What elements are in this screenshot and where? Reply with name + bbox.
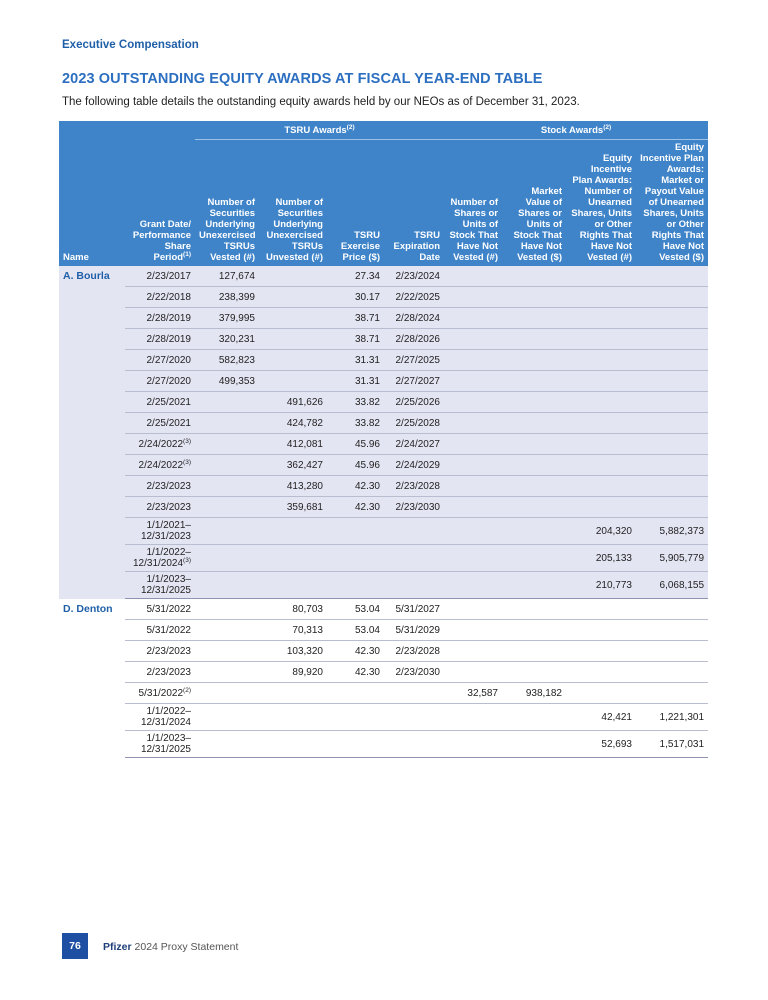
grant-date: 2/23/2023 xyxy=(125,641,195,662)
expiration-date: 5/31/2027 xyxy=(384,599,444,620)
empty-cell xyxy=(566,641,636,662)
empty-cell xyxy=(566,392,636,413)
empty-cell xyxy=(327,683,384,704)
grant-date: 2/27/2020 xyxy=(125,371,195,392)
section-label: Executive Compensation xyxy=(62,39,199,51)
empty-cell xyxy=(502,287,566,308)
empty-cell xyxy=(636,455,708,476)
empty-cell xyxy=(444,476,502,497)
grant-date: 5/31/2022 xyxy=(125,620,195,641)
page-title: 2023 OUTSTANDING EQUITY AWARDS AT FISCAL YEAR-END TABLE xyxy=(62,71,543,87)
table-row xyxy=(59,350,708,371)
exercise-price: 53.04 xyxy=(327,599,384,620)
empty-cell xyxy=(384,731,444,758)
empty-cell xyxy=(384,683,444,704)
table-row xyxy=(59,434,708,455)
table-row xyxy=(59,620,708,641)
grant-date: 2/25/2021 xyxy=(125,392,195,413)
page-number: 76 xyxy=(62,933,88,959)
empty-cell xyxy=(566,683,636,704)
exercise-price: 42.30 xyxy=(327,497,384,518)
empty-cell xyxy=(384,704,444,731)
empty-cell xyxy=(636,266,708,287)
empty-cell xyxy=(636,683,708,704)
empty-cell xyxy=(502,266,566,287)
equity-payout-value: 1,221,301 xyxy=(636,704,708,731)
exercise-price-column-header: TSRU Exercise Price ($) xyxy=(327,140,384,267)
unvested-value xyxy=(259,308,327,329)
empty-cell xyxy=(327,704,384,731)
empty-cell xyxy=(502,518,566,545)
empty-cell xyxy=(502,662,566,683)
empty-cell xyxy=(195,599,259,620)
grant-date: 2/28/2019 xyxy=(125,308,195,329)
empty-cell xyxy=(566,455,636,476)
equity-units-value: 52,693 xyxy=(566,731,636,758)
grant-date-column-header: Grant Date/ Performance Share Period$^{(1)}$ xyxy=(125,140,195,267)
empty-cell xyxy=(444,308,502,329)
empty-cell xyxy=(195,704,259,731)
unvested-value xyxy=(259,371,327,392)
empty-cell xyxy=(444,329,502,350)
vested-value xyxy=(195,455,259,476)
vested-value xyxy=(195,413,259,434)
empty-cell xyxy=(566,620,636,641)
unvested-value: 362,427 xyxy=(259,455,327,476)
expiration-date: 2/28/2026 xyxy=(384,329,444,350)
neo-name: A. Bourla xyxy=(59,266,125,599)
empty-cell xyxy=(195,731,259,758)
empty-cell xyxy=(259,545,327,572)
exercise-price: 53.04 xyxy=(327,620,384,641)
footer-doc-title xyxy=(103,941,238,953)
expiration-date: 2/23/2030 xyxy=(384,662,444,683)
exercise-price: 31.31 xyxy=(327,371,384,392)
empty-cell xyxy=(566,266,636,287)
expiration-date: 2/24/2029 xyxy=(384,455,444,476)
group-header-spacer xyxy=(59,121,195,140)
empty-cell xyxy=(502,455,566,476)
empty-cell xyxy=(195,572,259,599)
empty-cell xyxy=(259,683,327,704)
empty-cell xyxy=(327,518,384,545)
vested-value: 320,231 xyxy=(195,329,259,350)
page-subtitle: The following table details the outstanding equity awards held by our NEOs as of December 31, 2023. xyxy=(62,96,580,108)
empty-cell xyxy=(444,413,502,434)
neo-name: D. Denton xyxy=(59,599,125,758)
empty-cell xyxy=(502,413,566,434)
empty-cell xyxy=(502,731,566,758)
empty-cell xyxy=(444,392,502,413)
market-value-column-header: Market Value of Shares or Units of Stock That Have Not Vested ($) xyxy=(502,140,566,267)
grant-date: 5/31/2022 xyxy=(125,599,195,620)
exercise-price: 27.34 xyxy=(327,266,384,287)
unvested-column-header: Number of Securities Underlying Unexercised TSRUs Unvested (#) xyxy=(259,140,327,267)
empty-cell xyxy=(566,662,636,683)
empty-cell xyxy=(195,518,259,545)
empty-cell xyxy=(384,545,444,572)
equity-units-value: 42,421 xyxy=(566,704,636,731)
grant-date: 2/27/2020 xyxy=(125,350,195,371)
equity-awards-table xyxy=(59,121,708,758)
empty-cell xyxy=(195,662,259,683)
expiration-date: 2/24/2027 xyxy=(384,434,444,455)
table-row xyxy=(59,572,708,599)
empty-cell xyxy=(502,704,566,731)
grant-date: 5/31/2022$^{(2)}$ xyxy=(125,683,195,704)
footer-doc-name: 2024 Proxy Statement xyxy=(134,941,239,953)
empty-cell xyxy=(259,572,327,599)
empty-cell xyxy=(566,599,636,620)
expiration-date: 2/22/2025 xyxy=(384,287,444,308)
exercise-price: 42.30 xyxy=(327,476,384,497)
table-row xyxy=(59,641,708,662)
table-row xyxy=(59,497,708,518)
empty-cell xyxy=(502,620,566,641)
grant-date: 2/24/2022$^{(3)}$ xyxy=(125,434,195,455)
table-row xyxy=(59,287,708,308)
performance-period: 1/1/2022– 12/31/2024 xyxy=(125,704,195,731)
table-row xyxy=(59,455,708,476)
equity-units-value: 210,773 xyxy=(566,572,636,599)
table-row xyxy=(59,392,708,413)
empty-cell xyxy=(636,308,708,329)
empty-cell xyxy=(502,476,566,497)
performance-period: 1/1/2022– 12/31/2024$^{(3)}$ xyxy=(125,545,195,572)
table-row xyxy=(59,518,708,545)
expiration-date: 2/28/2024 xyxy=(384,308,444,329)
grant-date: 2/24/2022$^{(3)}$ xyxy=(125,455,195,476)
empty-cell xyxy=(444,662,502,683)
exercise-price: 38.71 xyxy=(327,329,384,350)
empty-cell xyxy=(636,392,708,413)
unvested-shares-value: 32,587 xyxy=(444,683,502,704)
empty-cell xyxy=(502,497,566,518)
empty-cell xyxy=(195,641,259,662)
grant-date: 2/25/2021 xyxy=(125,413,195,434)
empty-cell xyxy=(384,572,444,599)
empty-cell xyxy=(502,434,566,455)
empty-cell xyxy=(259,731,327,758)
expiration-date: 2/25/2028 xyxy=(384,413,444,434)
table-row xyxy=(59,599,708,620)
unvested-value: 103,320 xyxy=(259,641,327,662)
unvested-shares-column-header: Number of Shares or Units of Stock That Have Not Vested (#) xyxy=(444,140,502,267)
unvested-value xyxy=(259,329,327,350)
empty-cell xyxy=(502,350,566,371)
empty-cell xyxy=(444,641,502,662)
empty-cell xyxy=(636,413,708,434)
empty-cell xyxy=(636,371,708,392)
empty-cell xyxy=(444,371,502,392)
empty-cell xyxy=(636,620,708,641)
unvested-value xyxy=(259,266,327,287)
empty-cell xyxy=(636,599,708,620)
empty-cell xyxy=(444,620,502,641)
empty-cell xyxy=(636,476,708,497)
expiration-date: 2/23/2024 xyxy=(384,266,444,287)
empty-cell xyxy=(444,455,502,476)
unvested-value xyxy=(259,350,327,371)
stock-awards-group-header: Stock Awards$^{(2)}$ xyxy=(444,121,708,140)
empty-cell xyxy=(566,308,636,329)
empty-cell xyxy=(636,641,708,662)
grant-date: 2/23/2023 xyxy=(125,476,195,497)
empty-cell xyxy=(502,572,566,599)
empty-cell xyxy=(636,434,708,455)
grant-date: 2/28/2019 xyxy=(125,329,195,350)
empty-cell xyxy=(327,545,384,572)
grant-date: 2/23/2023 xyxy=(125,497,195,518)
expiration-date: 5/31/2029 xyxy=(384,620,444,641)
table-row xyxy=(59,413,708,434)
unvested-value: 70,313 xyxy=(259,620,327,641)
empty-cell xyxy=(636,662,708,683)
empty-cell xyxy=(502,599,566,620)
vested-value: 127,674 xyxy=(195,266,259,287)
unvested-value xyxy=(259,287,327,308)
column-header-row xyxy=(59,140,708,267)
grant-date: 2/23/2017 xyxy=(125,266,195,287)
empty-cell xyxy=(327,572,384,599)
empty-cell xyxy=(444,434,502,455)
vested-value xyxy=(195,476,259,497)
performance-period: 1/1/2023– 12/31/2025 xyxy=(125,731,195,758)
table-row xyxy=(59,731,708,758)
vested-value: 499,353 xyxy=(195,371,259,392)
equity-value-column-header: Equity Incentive Plan Awards: Market or Payout Value of Unearned Shares, Units or Other Rights That Have Not Vested ($) xyxy=(636,140,708,267)
table-row xyxy=(59,371,708,392)
footer-brand: Pfizer xyxy=(103,941,132,953)
empty-cell xyxy=(636,287,708,308)
empty-cell xyxy=(327,731,384,758)
empty-cell xyxy=(444,599,502,620)
equity-units-value: 204,320 xyxy=(566,518,636,545)
empty-cell xyxy=(384,518,444,545)
empty-cell xyxy=(566,434,636,455)
empty-cell xyxy=(566,329,636,350)
expiration-date: 2/23/2030 xyxy=(384,497,444,518)
exercise-price: 33.82 xyxy=(327,392,384,413)
empty-cell xyxy=(444,350,502,371)
exercise-price: 45.96 xyxy=(327,434,384,455)
table-row xyxy=(59,683,708,704)
tsru-awards-group-header: TSRU Awards$^{(2)}$ xyxy=(195,121,444,140)
expiration-date-column-header: TSRU Expiration Date xyxy=(384,140,444,267)
exercise-price: 31.31 xyxy=(327,350,384,371)
equity-payout-value: 6,068,155 xyxy=(636,572,708,599)
empty-cell xyxy=(566,287,636,308)
empty-cell xyxy=(502,641,566,662)
empty-cell xyxy=(444,518,502,545)
unvested-value: 412,081 xyxy=(259,434,327,455)
vested-value xyxy=(195,497,259,518)
performance-period: 1/1/2023– 12/31/2025 xyxy=(125,572,195,599)
grant-date: 2/23/2023 xyxy=(125,662,195,683)
empty-cell xyxy=(259,704,327,731)
empty-cell xyxy=(502,308,566,329)
empty-cell xyxy=(444,545,502,572)
name-column-header: Name xyxy=(59,140,125,267)
empty-cell xyxy=(195,683,259,704)
exercise-price: 38.71 xyxy=(327,308,384,329)
empty-cell xyxy=(444,572,502,599)
table-row xyxy=(59,545,708,572)
empty-cell xyxy=(259,518,327,545)
equity-units-column-header: Equity Incentive Plan Awards: Number of Unearned Shares, Units or Other Rights That Have Not Vested (#) xyxy=(566,140,636,267)
empty-cell xyxy=(444,287,502,308)
exercise-price: 42.30 xyxy=(327,641,384,662)
expiration-date: 2/25/2026 xyxy=(384,392,444,413)
unvested-value: 359,681 xyxy=(259,497,327,518)
empty-cell xyxy=(566,413,636,434)
exercise-price: 45.96 xyxy=(327,455,384,476)
unvested-value: 491,626 xyxy=(259,392,327,413)
empty-cell xyxy=(195,545,259,572)
empty-cell xyxy=(566,350,636,371)
table-row xyxy=(59,704,708,731)
empty-cell xyxy=(444,497,502,518)
expiration-date: 2/27/2025 xyxy=(384,350,444,371)
table-row xyxy=(59,329,708,350)
grant-date: 2/22/2018 xyxy=(125,287,195,308)
expiration-date: 2/23/2028 xyxy=(384,641,444,662)
equity-payout-value: 5,882,373 xyxy=(636,518,708,545)
empty-cell xyxy=(636,350,708,371)
vested-value xyxy=(195,434,259,455)
unvested-value: 89,920 xyxy=(259,662,327,683)
table-row xyxy=(59,266,708,287)
unvested-value: 424,782 xyxy=(259,413,327,434)
empty-cell xyxy=(566,497,636,518)
expiration-date: 2/27/2027 xyxy=(384,371,444,392)
vested-value xyxy=(195,392,259,413)
vested-column-header: Number of Securities Underlying Unexercised TSRUs Vested (#) xyxy=(195,140,259,267)
unvested-value: 80,703 xyxy=(259,599,327,620)
empty-cell xyxy=(566,371,636,392)
vested-value: 238,399 xyxy=(195,287,259,308)
empty-cell xyxy=(502,545,566,572)
empty-cell xyxy=(636,329,708,350)
column-group-header-row xyxy=(59,121,708,140)
empty-cell xyxy=(502,329,566,350)
table-row xyxy=(59,308,708,329)
exercise-price: 42.30 xyxy=(327,662,384,683)
table-row xyxy=(59,662,708,683)
vested-value: 379,995 xyxy=(195,308,259,329)
empty-cell xyxy=(444,731,502,758)
equity-payout-value: 5,905,779 xyxy=(636,545,708,572)
equity-units-value: 205,133 xyxy=(566,545,636,572)
empty-cell xyxy=(444,704,502,731)
unvested-value: 413,280 xyxy=(259,476,327,497)
market-value: 938,182 xyxy=(502,683,566,704)
exercise-price: 30.17 xyxy=(327,287,384,308)
empty-cell xyxy=(566,476,636,497)
empty-cell xyxy=(444,266,502,287)
performance-period: 1/1/2021– 12/31/2023 xyxy=(125,518,195,545)
equity-payout-value: 1,517,031 xyxy=(636,731,708,758)
table-row xyxy=(59,476,708,497)
exercise-price: 33.82 xyxy=(327,413,384,434)
empty-cell xyxy=(195,620,259,641)
empty-cell xyxy=(502,371,566,392)
empty-cell xyxy=(502,392,566,413)
empty-cell xyxy=(636,497,708,518)
vested-value: 582,823 xyxy=(195,350,259,371)
expiration-date: 2/23/2028 xyxy=(384,476,444,497)
